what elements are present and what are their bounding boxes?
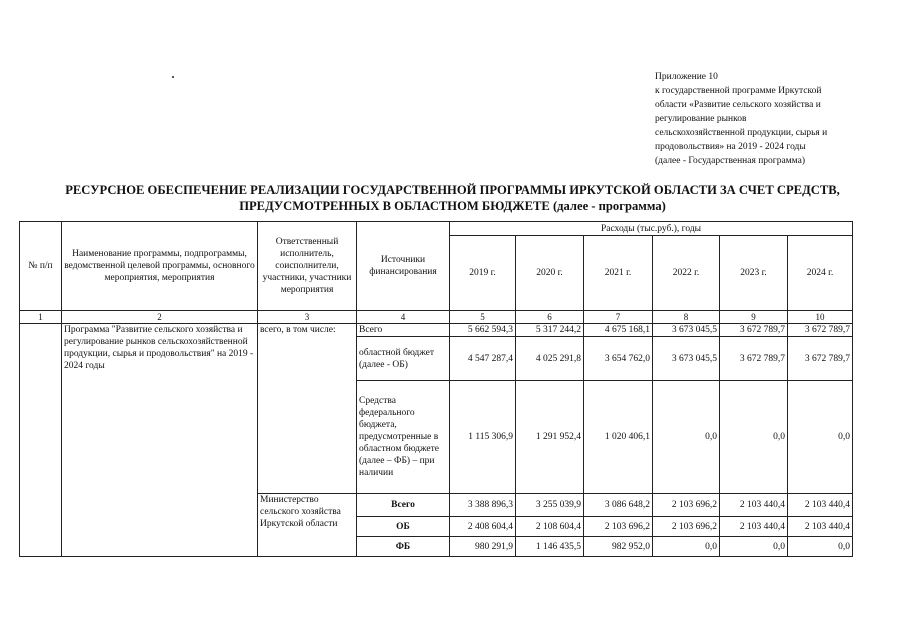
- title-line-2-suffix: (далее - программа): [549, 199, 666, 213]
- value-cell: 3 673 045,5: [653, 324, 720, 337]
- value-cell: 0,0: [788, 537, 853, 557]
- index-cell: 8: [653, 311, 720, 324]
- appendix-line: Приложение 10: [655, 72, 718, 82]
- title-line-1: РЕСУРСНОЕ ОБЕСПЕЧЕНИЕ РЕАЛИЗАЦИИ ГОСУДАРСТВЕННОЙ ПРОГРАММЫ ИРКУТСКОЙ ОБЛАСТИ ЗА СЧЕТ СРЕДСТВ,: [65, 183, 840, 197]
- appendix-line: регулирование рынков: [655, 114, 747, 124]
- index-row: [20, 311, 853, 324]
- header-row-1: [20, 222, 853, 236]
- index-cell: 5: [450, 311, 516, 324]
- value-cell: 2 103 440,4: [788, 517, 853, 537]
- value-cell: 2 103 696,2: [584, 517, 653, 537]
- header-year: 2020 г.: [516, 236, 584, 311]
- value-cell: 3 672 789,7: [788, 337, 853, 381]
- scan-dot: [172, 76, 174, 78]
- executor-all: всего, в том числе:: [258, 324, 357, 494]
- value-cell: 3 086 648,2: [584, 494, 653, 517]
- header-year: 2022 г.: [653, 236, 720, 311]
- row-num: [20, 324, 62, 557]
- value-cell: 0,0: [788, 381, 853, 494]
- value-cell: 1 291 952,4: [516, 381, 584, 494]
- resource-table: [19, 221, 853, 557]
- header-year: 2021 г.: [584, 236, 653, 311]
- value-cell: 4 675 168,1: [584, 324, 653, 337]
- value-cell: 3 388 896,3: [450, 494, 516, 517]
- appendix-line: продовольствия» на 2019 - 2024 годы: [655, 142, 806, 152]
- index-cell: 10: [788, 311, 853, 324]
- value-cell: 1 020 406,1: [584, 381, 653, 494]
- header-year: 2019 г.: [450, 236, 516, 311]
- value-cell: 2 108 604,4: [516, 517, 584, 537]
- executor-ministry: Министерство сельского хозяйства Иркутской области: [258, 494, 357, 557]
- header-name: Наименование программы, подпрограммы, ведомственной целевой программы, основного мероприятия, мероприятия: [62, 222, 258, 311]
- value-cell: 3 255 039,9: [516, 494, 584, 517]
- value-cell: 0,0: [653, 537, 720, 557]
- index-cell: 1: [20, 311, 62, 324]
- source-cell: ОБ: [357, 517, 450, 537]
- header-source: Источники финансирования: [357, 222, 450, 311]
- value-cell: 2 103 440,4: [720, 517, 788, 537]
- source-cell: ФБ: [357, 537, 450, 557]
- program-name: Программа "Развитие сельского хозяйства и регулирование рынков сельскохозяйственной продукции, сырья и продовольствия" на 2019 - 2024 годы: [62, 324, 258, 557]
- title-line-2-main: ПРЕДУСМОТРЕННЫХ В ОБЛАСТНОМ БЮДЖЕТЕ: [239, 199, 550, 213]
- index-cell: 3: [258, 311, 357, 324]
- value-cell: 5 662 594,3: [450, 324, 516, 337]
- index-cell: 9: [720, 311, 788, 324]
- value-cell: 2 103 696,2: [653, 517, 720, 537]
- index-cell: 6: [516, 311, 584, 324]
- source-cell: Средства федерального бюджета, предусмотренные в областном бюджете (далее – ФБ) – при наличии: [357, 381, 450, 494]
- value-cell: 982 952,0: [584, 537, 653, 557]
- value-cell: 3 673 045,5: [653, 337, 720, 381]
- value-cell: 5 317 244,2: [516, 324, 584, 337]
- value-cell: 1 115 306,9: [450, 381, 516, 494]
- source-cell: областной бюджет (далее - ОБ): [357, 337, 450, 381]
- appendix-line: сельскохозяйственной продукции, сырья и: [655, 128, 828, 138]
- appendix-line: (далее - Государственная программа): [655, 156, 806, 166]
- value-cell: 980 291,9: [450, 537, 516, 557]
- table-row: [20, 324, 853, 337]
- value-cell: 3 672 789,7: [788, 324, 853, 337]
- value-cell: 3 672 789,7: [720, 337, 788, 381]
- value-cell: 3 654 762,0: [584, 337, 653, 381]
- value-cell: 3 672 789,7: [720, 324, 788, 337]
- value-cell: 2 408 604,4: [450, 517, 516, 537]
- appendix-note: [655, 70, 895, 168]
- header-executor: Ответственный исполнитель, соисполнители, участники, участники мероприятия: [258, 222, 357, 311]
- value-cell: 4 547 287,4: [450, 337, 516, 381]
- value-cell: 2 103 440,4: [788, 494, 853, 517]
- index-cell: 4: [357, 311, 450, 324]
- index-cell: 2: [62, 311, 258, 324]
- value-cell: 4 025 291,8: [516, 337, 584, 381]
- value-cell: 2 103 440,4: [720, 494, 788, 517]
- header-expenses: Расходы (тыс.руб.), годы: [450, 222, 853, 236]
- header-year: 2024 г.: [788, 236, 853, 311]
- header-num: № п/п: [20, 222, 62, 311]
- document-title: [20, 182, 885, 214]
- value-cell: 1 146 435,5: [516, 537, 584, 557]
- value-cell: 0,0: [653, 381, 720, 494]
- appendix-line: области «Развитие сельского хозяйства и: [655, 100, 821, 110]
- index-cell: 7: [584, 311, 653, 324]
- header-year: 2023 г.: [720, 236, 788, 311]
- appendix-line: к государственной программе Иркутской: [655, 86, 822, 96]
- source-cell: Всего: [357, 494, 450, 517]
- value-cell: 0,0: [720, 537, 788, 557]
- title-line-2: [20, 198, 885, 214]
- value-cell: 0,0: [720, 381, 788, 494]
- value-cell: 2 103 696,2: [653, 494, 720, 517]
- source-cell: Всего: [357, 324, 450, 337]
